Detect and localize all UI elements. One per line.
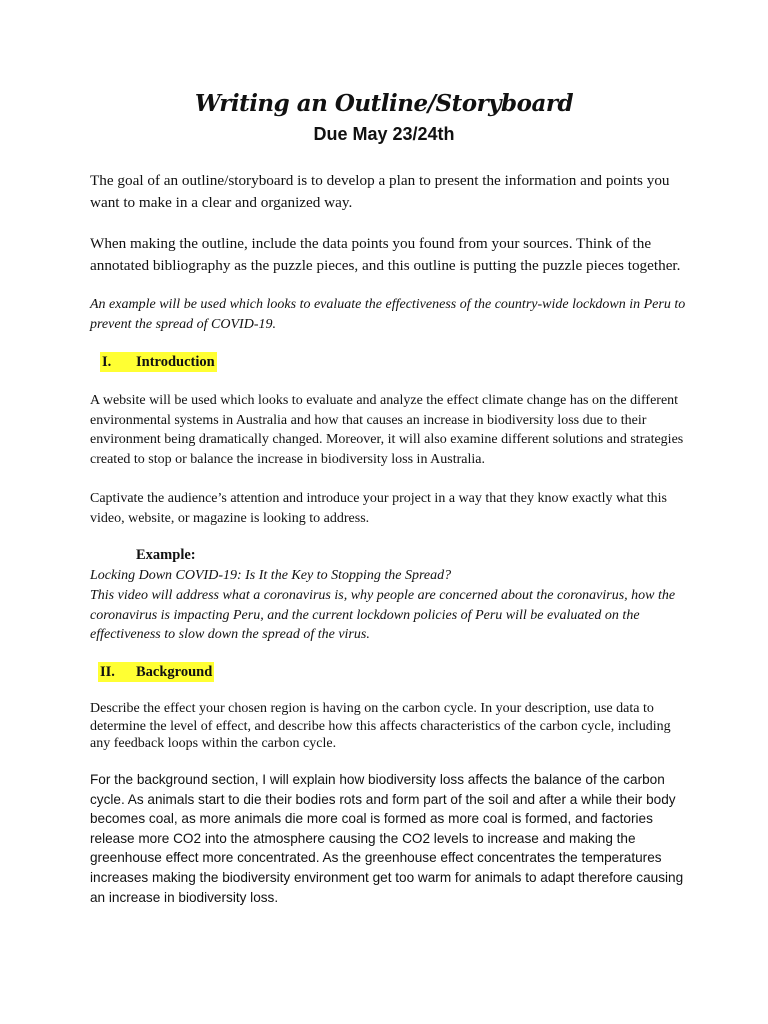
section-heading-label: Background [136,664,213,680]
document-subtitle: Due May 23/24th [313,124,455,144]
example-label: Example: [136,547,196,563]
section-numeral: I. [102,354,112,370]
example-title: Locking Down COVID-19: Is It the Key to Stopping the Spread? [90,568,452,583]
document-title: Writing an Outline/Storyboard [194,90,574,117]
section-heading-background [98,662,214,682]
background-student-text: For the background section, I will explain how biodiversity loss affects the balance of the carbon cycle. As animals start to die their bodies rots and form part of the soil and after a while their body becomes coal, as more animals die more coal is formed as more coal is formed, and factories release more CO2 into the atmosphere causing the CO2 levels to increase and making the greenhouse effect more concentrated. As the greenhouse effect concentrates the temperatures increases making the biodiversity environment get too warm for animals to adapt therefore causing an increase in biodiversity loss. [90,772,684,905]
section-heading-label: Introduction [136,354,215,370]
example-note: An example will be used which looks to evaluate the effectiveness of the country-wide lockdown in Peru to prevent the spread of COVID-19. [90,297,686,332]
introduction-student-text: A website will be used which looks to evaluate and analyze the effect climate change has on the different environmental systems in Australia and how that causes an increase in biodiversity loss due to their environment being dramatically changed. Moreover, it will also examine different solutions and strategies created to stop or balance the increase in biodiversity loss in Australia. [90,393,684,468]
section-heading-introduction [100,352,217,372]
introduction-instructions: Captivate the audience’s attention and introduce your project in a way that they know exactly what this video, website, or magazine is looking to address. [90,491,667,526]
section-numeral: II. [100,664,115,680]
intro-paragraph-1: The goal of an outline/storyboard is to develop a plan to present the information and points you want to make in a clear and organized way. [90,172,670,211]
intro-paragraph-2: When making the outline, include the data points you found from your sources. Think of the annotated bibliography as the puzzle pieces, and this outline is putting the puzzle pieces together. [90,235,681,274]
example-text: This video will address what a coronavirus is, why people are concerned about the coronavirus, how the coronavirus is impacting Peru, and the current lockdown policies of Peru will be evaluated on the effectiveness to slow down the spread of the virus. [90,588,676,643]
background-instructions: Describe the effect your chosen region is having on the carbon cycle. In your description, use data to determine the level of effect, and describe how this affects characteristics of the carbon cycle, including any feedback loops within the carbon cycle. [90,701,671,752]
